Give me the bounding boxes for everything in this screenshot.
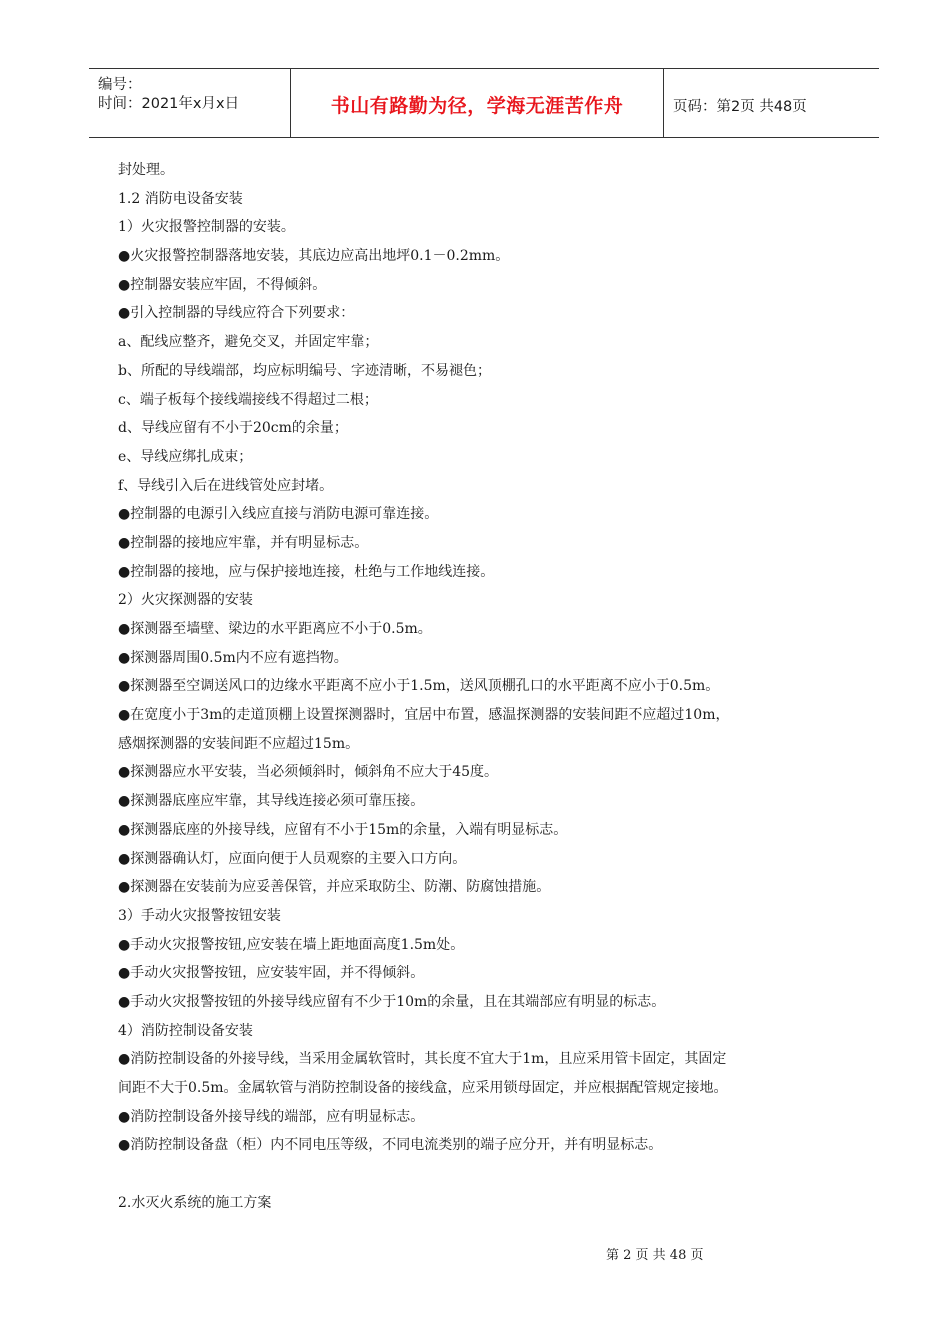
body-line: ●火灾报警控制器落地安装，其底边应高出地坪0.1－0.2mm。 <box>118 248 510 265</box>
body-line: ●消防控制设备外接导线的端部，应有明显标志。 <box>118 1108 425 1125</box>
body-line: ●探测器应水平安装，当必须倾斜时，倾斜角不应大于45度。 <box>118 764 499 781</box>
body-line: 2.水灭火系统的施工方案 <box>118 1194 272 1211</box>
body-line: ●消防控制设备盘（柜）内不同电压等级，不同电流类别的端子应分开，并有明显标志。 <box>118 1137 663 1154</box>
body-line: e、导线应绑扎成束； <box>118 448 253 465</box>
document-body <box>118 156 858 1217</box>
time-label: 时间：2021年x月x日 <box>98 96 240 112</box>
body-line: 2）火灾探测器的安装 <box>118 592 253 609</box>
body-line: f、导线引入后在进线管处应封堵。 <box>118 477 334 494</box>
body-line: 3）手动火灾报警按钮安装 <box>118 907 281 924</box>
header-left-cell <box>89 69 291 137</box>
body-line: ●手动火灾报警按钮,应安装在墙上距地面高度1.5m处。 <box>118 936 465 953</box>
body-line: ●探测器至空调送风口的边缘水平距离不应小于1.5m，送风顶棚孔口的水平距离不应小于0.5m。 <box>118 678 720 695</box>
body-line: 间距不大于0.5m。金属软管与消防控制设备的接线盒，应采用锁母固定，并应根据配管规定接地。 <box>118 1080 728 1096</box>
body-line: 1.2 消防电设备安装 <box>118 190 243 207</box>
body-line <box>118 1160 858 1189</box>
body-line: b、所配的导线端部，均应标明编号、字迹清晰，不易褪色； <box>118 362 491 379</box>
body-line: 1）火灾报警控制器的安装。 <box>118 219 295 236</box>
body-line: ●探测器至墙壁、梁边的水平距离应不小于0.5m。 <box>118 621 432 637</box>
body-line: 4）消防控制设备安装 <box>118 1022 253 1039</box>
header-motto: 书山有路勤为径，学海无涯苦作舟 <box>330 95 624 117</box>
page-footer: 第 2 页 共 48 页 <box>606 1248 704 1263</box>
body-line: ●手动火灾报警按钮的外接导线应留有不少于10m的余量，且在其端部应有明显的标志。 <box>118 993 666 1010</box>
header-page-label: 页码：第2页 共48页 <box>673 99 807 115</box>
body-line: ●在宽度小于3m的走道顶棚上设置探测器时，宜居中布置，感温探测器的安装间距不应超过10m， <box>118 707 730 724</box>
document-header <box>89 68 879 138</box>
body-line: ●控制器的接地应牢靠，并有明显标志。 <box>118 534 369 551</box>
body-line: c、端子板每个接线端接线不得超过二根； <box>118 391 378 408</box>
body-line: a、配线应整齐，避免交叉，并固定牢靠； <box>118 334 379 351</box>
body-line: ●探测器确认灯，应面向便于人员观察的主要入口方向。 <box>118 850 467 867</box>
body-line: 感烟探测器的安装间距不应超过15m。 <box>118 735 360 752</box>
header-right-cell <box>664 69 879 137</box>
body-line: ●控制器的电源引入线应直接与消防电源可靠连接。 <box>118 506 439 523</box>
number-label: 编号： <box>98 77 142 93</box>
body-line: 封处理。 <box>118 162 174 178</box>
body-line: ●探测器周围0.5m内不应有遮挡物。 <box>118 649 348 666</box>
body-line: ●探测器底座的外接导线，应留有不小于15m的余量，入端有明显标志。 <box>118 821 568 838</box>
body-line: ●探测器底座应牢靠，其导线连接必须可靠压接。 <box>118 793 425 810</box>
header-motto-cell <box>291 69 664 137</box>
body-line: ●引入控制器的导线应符合下列要求： <box>118 305 355 322</box>
body-line: ●控制器安装应牢固，不得倾斜。 <box>118 276 327 293</box>
body-line: ●手动火灾报警按钮，应安装牢固，并不得倾斜。 <box>118 965 425 982</box>
body-line: ●控制器的接地，应与保护接地连接，杜绝与工作地线连接。 <box>118 563 495 580</box>
body-line: ●消防控制设备的外接导线，当采用金属软管时，其长度不宜大于1m，且应采用管卡固定，其固定 <box>118 1051 727 1068</box>
body-line: ●探测器在安装前为应妥善保管，并应采取防尘、防潮、防腐蚀措施。 <box>118 879 551 896</box>
body-line: d、导线应留有不小于20cm的余量； <box>118 420 348 437</box>
